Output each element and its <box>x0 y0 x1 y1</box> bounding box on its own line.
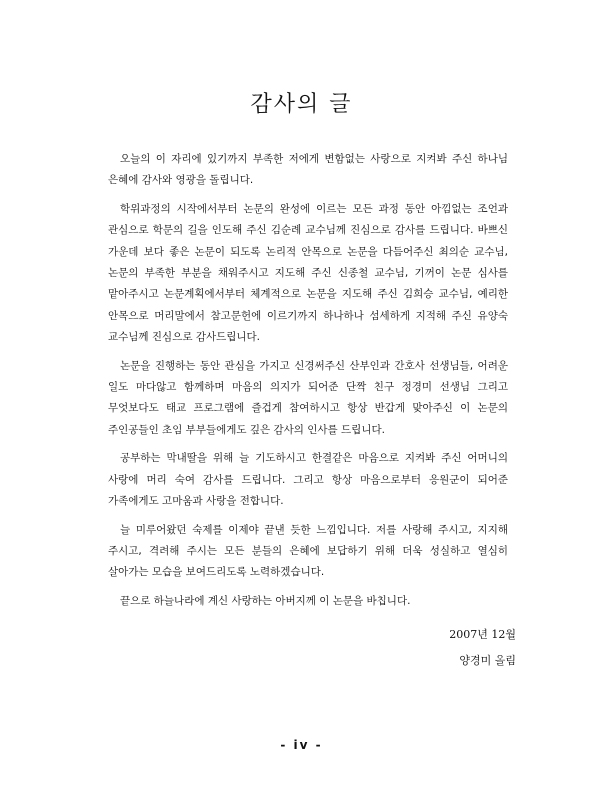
page-title: 감사의 글 <box>250 92 353 117</box>
signature-block <box>376 622 516 674</box>
paragraph-4: 공부하는 막내딸을 위해 늘 기도하시고 한결같은 마음으로 지켜봐 주신 어머니의 사랑에 머리 숙여 감사를 드립니다. 그리고 항상 마음으로부터 응원군이 되어준 가족에게도 고마움과 사랑을 전합니다. <box>108 452 508 508</box>
paragraph-5: 늘 미루어왔던 숙제를 이제야 끝낸 듯한 느낌입니다. 저를 사랑해 주시고, 지지해 주시고, 격려해 주시는 모든 분들의 은혜에 보답하기 위해 더욱 성실하고 열심히 살아가는 모습을 보여드리도록 노력하겠습니다. <box>108 523 508 579</box>
paragraph-6: 끝으로 하늘나라에 계신 사랑하는 아버지께 이 논문을 바칩니다. <box>120 594 411 607</box>
paragraph-2: 학위과정의 시작에서부터 논문의 완성에 이르는 모든 과정 동안 아낌없는 조언과 관심으로 학문의 길을 인도해 주신 김순례 교수님께 진심으로 감사를 드립니다. 바쁘신 가운데 보다 좋은 논문이 되도록 논리적 안목으로 논문을 다듬어주신 최의순 교수님, 논문의 부족한 부분을 채워주시고 지도해 주신 신종철 교수님, 기꺼이 논문 심사를 맡아주시고 논문계획에서부터 체계적으로 논문을 지도해 주신 김희승 교수님, 예리한 안목으로 머리말에서 참고문헌에 이르기까지 하나하나 섬세하게 지적해 주신 유양숙 교수님께 진심으로 감사드립니다. <box>108 202 508 344</box>
paragraph-1: 오늘의 이 자리에 있기까지 부족한 저에게 변함없는 사랑으로 지켜봐 주신 하나님 은혜에 감사와 영광을 돌립니다. <box>108 153 508 187</box>
paragraph-3: 논문을 진행하는 동안 관심을 가지고 신경써주신 산부인과 간호사 선생님들, 어려운 일도 마다않고 함께하며 마음의 의지가 되어준 단짝 친구 정경미 선생님 그리고 무엇보다도 태교 프로그램에 즐겁게 참여하시고 항상 반갑게 맞아주신 이 논문의 주인공들인 초임 부부들에게도 깊은 감사의 인사를 드립니다. <box>108 359 508 436</box>
signature-date: 2007년 12월 <box>449 628 516 641</box>
page-number: - iv - <box>280 738 323 752</box>
acknowledgement-body <box>108 149 508 619</box>
signature-author: 양경미 올림 <box>459 654 516 667</box>
